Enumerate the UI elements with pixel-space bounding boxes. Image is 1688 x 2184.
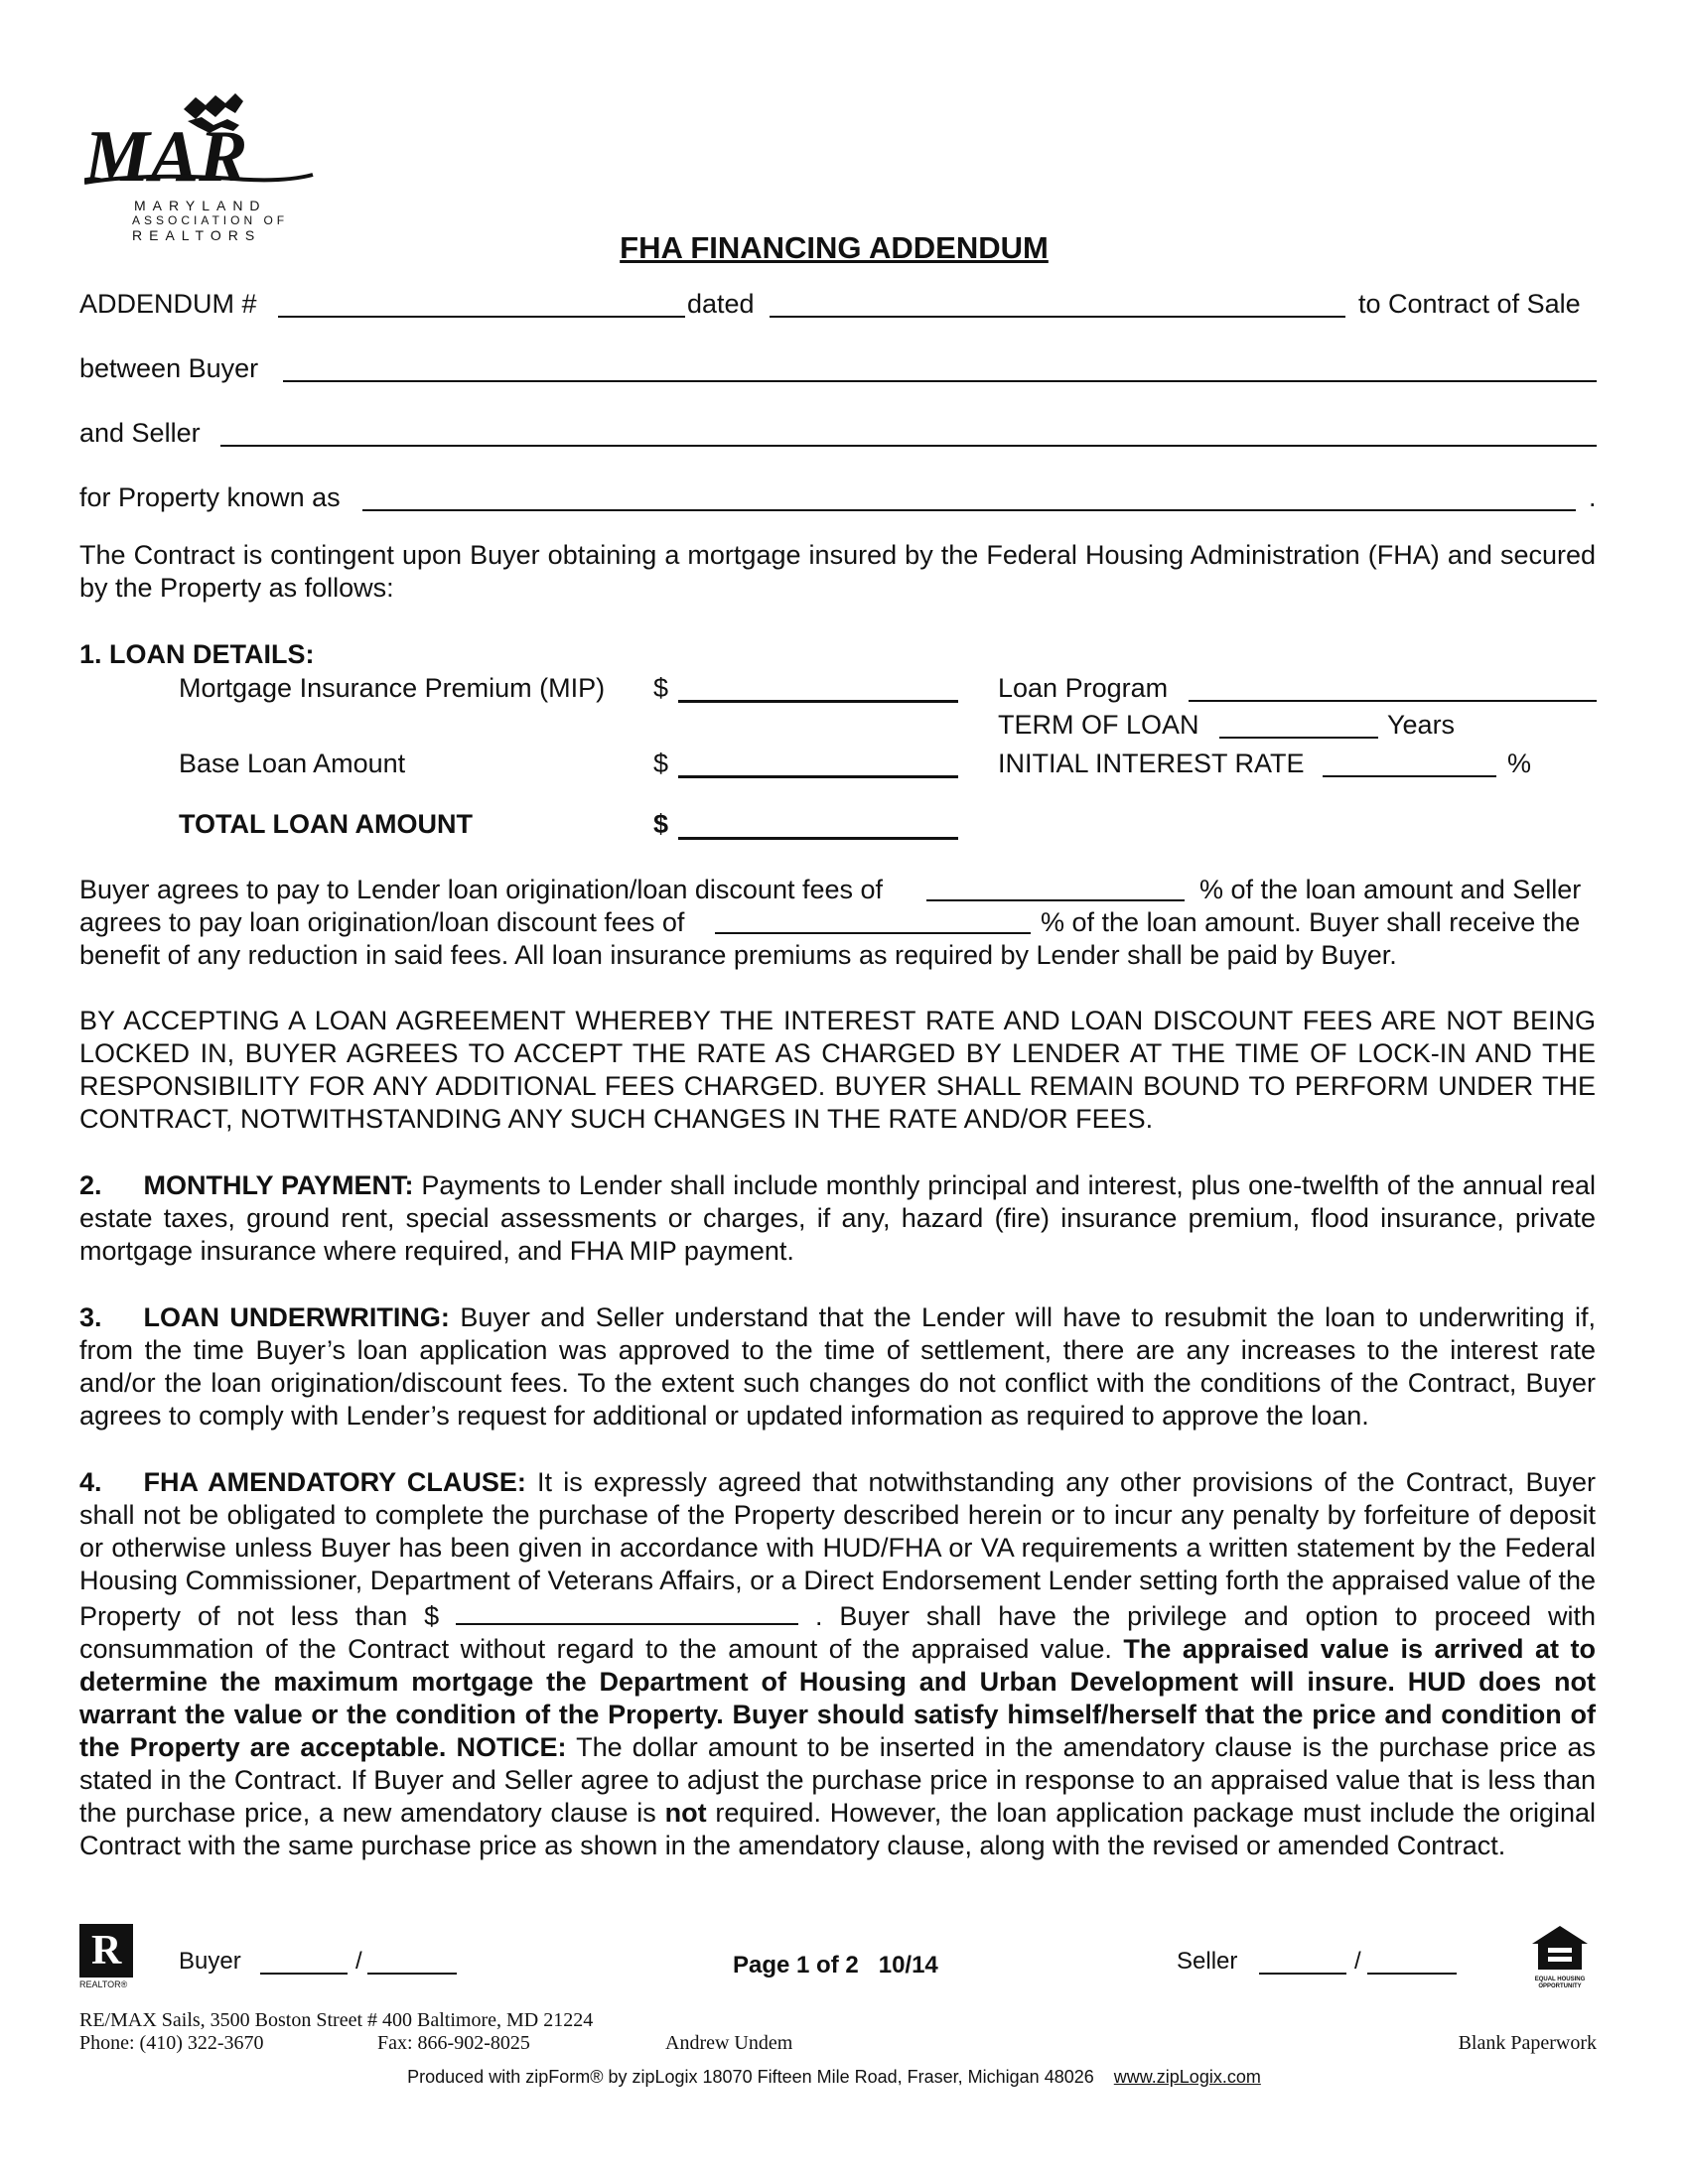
addendum-number-field[interactable]: [278, 316, 685, 318]
term-unit: Years: [1387, 710, 1456, 740]
office-fax: Fax: 866-902-8025: [377, 2032, 530, 2054]
property-end: .: [1589, 482, 1597, 512]
loan-program-field[interactable]: [1189, 700, 1597, 702]
logo-text-line1: MARYLAND: [134, 198, 267, 213]
fees-line1-b: % of the loan amount and Seller: [1199, 875, 1582, 904]
buyer-label: between Buyer: [79, 353, 259, 383]
section2-text: Payments to Lender shall include monthly principal and interest, plus one-twelfth of the annual real estate taxes, ground rent, special assessments or charges, if any, hazard (fire) insurance premium, flood insurance, private mortgage insurance where required, and FHA MIP payment.: [79, 1170, 1596, 1266]
equal-housing-icon: [1530, 1924, 1590, 1972]
section4-bold1: The appraised value is arrived at to determine the maximum mortgage the Department of Housing and Urban Development will insure. HUD does not warrant the value or the condition of the Property. Buyer should satisfy himself/herself that the price and condition of the Property are acceptable. NOTICE:: [79, 1634, 1596, 1762]
section4-text2: . Buyer shall have the privilege and option to proceed with consummation of the Contract without regard to the amount of the appraised value.: [79, 1601, 1596, 1664]
realtor-letter: R: [91, 1928, 122, 1974]
base-loan-label: Base Loan Amount: [179, 749, 406, 778]
produced-text: Produced with zipForm® by zipLogix 18070 Fifteen Mile Road, Fraser, Michigan 48026: [407, 2067, 1094, 2087]
base-loan-amount-field[interactable]: [678, 775, 958, 778]
equal-housing-logo: [1525, 1924, 1595, 1993]
base-dollar: $: [653, 749, 669, 778]
lock-in-notice: BY ACCEPTING A LOAN AGREEMENT WHEREBY THE INTEREST RATE AND LOAN DISCOUNT FEES ARE NOT BEING LOCKED IN, BUYER AGREES TO ACCEPT THE RATE AS CHARGED BY LENDER AT THE TIME OF LOCK-IN AND THE RESPONSIBILITY FOR ANY ADDITIONAL FEES CHARGED. BUYER SHALL REMAIN BOUND TO PERFORM UNDER THE CONTRACT, NOTWITHSTANDING ANY SUCH CHANGES IN THE RATE AND/OR FEES.: [79, 1006, 1596, 1134]
property-label: for Property known as: [79, 482, 341, 512]
rate-field[interactable]: [1323, 775, 1496, 777]
buyer-initials-slash: /: [355, 1948, 362, 1975]
produced-with: [0, 2067, 1668, 2088]
section2-heading: MONTHLY PAYMENT:: [143, 1170, 414, 1200]
agent-name: Andrew Undem: [665, 2032, 793, 2054]
fees-line1-a: Buyer agrees to pay to Lender loan origination/loan discount fees of: [79, 875, 884, 904]
section4-text3: The dollar amount to be inserted in the amendatory clause is the purchase price as stated in the Contract. If Buyer and Seller agree to adjust the purchase price in response to an appraised value that is less than the purchase price, a new amendatory clause is: [79, 1732, 1597, 1828]
section-monthly-payment: [79, 1169, 1596, 1268]
total-loan-label: TOTAL LOAN AMOUNT: [179, 809, 473, 839]
fees-line3: benefit of any reduction in said fees. All loan insurance premiums as required by Lender shall be paid by Buyer.: [79, 940, 1397, 970]
section3-text: Buyer and Seller understand that the Lender will have to resubmit the loan to underwriting if, from the time Buyer’s loan application was approved to the time of settlement, there are any increases to the interest rate and/or the loan origination/discount fees. To the extent such changes do not conflict with the conditions of the Contract, Buyer agrees to comply with Lender’s request for additional or updated information as required to approve the loan.: [79, 1302, 1596, 1431]
section4-text1: It is expressly agreed that notwithstanding any other provisions of the Contract, Buyer shall not be obligated to complete the purchase of the Property described herein or to incur any penalty by forfeiture of deposit or otherwise unless Buyer has been given in accordance with HUD/FHA or VA requirements a written statement by the Federal Housing Commissioner, Department of Veterans Affairs, or a Direct Endorsement Lender setting forth the appraised value of the Property of not less than $: [79, 1467, 1597, 1631]
office-phone: Phone: (410) 322-3670: [79, 2032, 264, 2054]
seller-label: and Seller: [79, 418, 201, 448]
office-address: RE/MAX Sails, 3500 Boston Street # 400 Baltimore, MD 21224: [79, 2009, 594, 2031]
page-number: Page 1 of 2 10/14: [733, 1952, 938, 1979]
section3-number: 3.: [79, 1302, 102, 1332]
buyer-fee-field[interactable]: [926, 899, 1185, 901]
logo-text-line2: ASSOCIATION OF: [132, 213, 289, 227]
loan-program-label: Loan Program: [998, 673, 1169, 703]
section4-heading: FHA AMENDATORY CLAUSE:: [143, 1467, 526, 1497]
total-dollar: $: [653, 809, 669, 839]
mip-dollar: $: [653, 673, 669, 703]
buyer-name-field[interactable]: [283, 380, 1597, 382]
buyer-initials-label: Buyer: [179, 1948, 241, 1975]
mip-label: Mortgage Insurance Premium (MIP): [179, 673, 606, 703]
section4-text4: required. However, the loan application package must include the original Contract with the same purchase price as shown in the amendatory clause, along with the revised or amended Contract.: [79, 1798, 1596, 1860]
term-field[interactable]: [1219, 737, 1378, 739]
page-title: FHA FINANCING ADDENDUM: [620, 230, 1049, 265]
intro-paragraph: The Contract is contingent upon Buyer obtaining a mortgage insured by the Federal Housing Administration (FHA) and secured by the Property as follows:: [79, 540, 1596, 603]
svg-text:MAR: MAR: [84, 116, 248, 191]
seller-fee-field[interactable]: [715, 932, 1031, 934]
ziplogix-link[interactable]: www.zipLogix.com: [1113, 2067, 1261, 2087]
rate-unit: %: [1507, 749, 1532, 778]
property-address-field[interactable]: [362, 509, 1576, 511]
fees-line2-b: % of the loan amount. Buyer shall receive the: [1041, 907, 1581, 937]
equal-housing-caption: EQUAL HOUSING OPPORTUNITY: [1534, 1977, 1586, 1989]
term-label: TERM OF LOAN: [998, 710, 1199, 740]
buyer-initials-1[interactable]: [260, 1973, 348, 1975]
logo-text-line3: REALTORS: [132, 227, 262, 243]
seller-initials-slash: /: [1354, 1948, 1361, 1975]
seller-initials-label: Seller: [1177, 1948, 1238, 1975]
seller-name-field[interactable]: [220, 445, 1597, 447]
appraised-value-field[interactable]: [456, 1597, 798, 1625]
seller-initials-1[interactable]: [1259, 1973, 1346, 1975]
section2-number: 2.: [79, 1170, 102, 1200]
section-fha-amendatory-clause: [79, 1466, 1596, 1862]
fees-line2-a: agrees to pay loan origination/loan discount fees of: [79, 907, 685, 937]
realtor-caption: REALTOR®: [79, 1979, 128, 1989]
realtor-logo: [79, 1924, 133, 1989]
dated-field[interactable]: [770, 316, 1345, 318]
loan-details-heading: 1. LOAN DETAILS:: [79, 639, 315, 669]
realtor-icon: [79, 1924, 133, 1978]
section3-heading: LOAN UNDERWRITING:: [143, 1302, 450, 1332]
document-name: Blank Paperwork: [1458, 2032, 1597, 2054]
rate-label: INITIAL INTEREST RATE: [998, 749, 1305, 778]
section-loan-underwriting: [79, 1301, 1596, 1433]
dated-label: dated: [687, 289, 755, 319]
total-loan-amount-field[interactable]: [678, 837, 958, 840]
seller-initials-2[interactable]: [1367, 1973, 1457, 1975]
section4-bold2: not: [664, 1798, 707, 1828]
addendum-label: ADDENDUM #: [79, 289, 257, 319]
mar-logo-mark: [84, 91, 323, 191]
buyer-initials-2[interactable]: [367, 1973, 457, 1975]
mar-logo: [84, 91, 323, 250]
contract-label: to Contract of Sale: [1358, 289, 1581, 319]
mip-amount-field[interactable]: [678, 700, 958, 703]
section4-number: 4.: [79, 1467, 102, 1497]
